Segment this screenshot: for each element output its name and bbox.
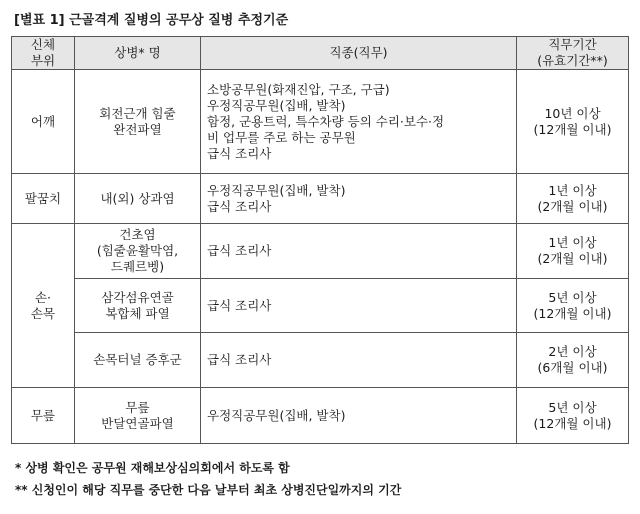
job-type-cell (201, 279, 517, 333)
duty-period-text: 2년 이상 (548, 344, 597, 359)
duty-period-text: (2개월 이내) (537, 198, 608, 214)
job-type-text: 소방공무원(화재진압, 구조, 구급) (207, 81, 390, 97)
body-region-cell (12, 70, 75, 174)
disease-text: 손목터널 증후군 (93, 352, 182, 367)
disease-text: 반달연골파열 (101, 415, 174, 431)
disease-text: 건초염 (119, 227, 156, 242)
header-duty-period-line: (유효기간**) (537, 53, 608, 68)
criteria-table (11, 36, 629, 444)
disease-text: 회전근개 힘줄 (99, 105, 176, 121)
job-type-text: 급식 조리사 (207, 297, 272, 313)
disease-text: 드퀘르벵) (110, 259, 165, 274)
disease-text: 복합체 파열 (105, 305, 170, 321)
table-row (12, 279, 629, 333)
body-region-text: 무릎 (30, 407, 56, 423)
duty-period-text: (12개월 이내) (533, 415, 612, 431)
duty-period-text: (12개월 이내) (533, 121, 612, 137)
header-body-region-line: 신체 (30, 37, 56, 52)
duty-period-text: (12개월 이내) (533, 305, 612, 321)
body-region-text: 손· (34, 289, 52, 305)
body-region-text: 손목 (30, 305, 56, 321)
job-type-text: 급식 조리사 (207, 243, 272, 258)
duty-period-cell (517, 174, 629, 224)
duty-period-text: 1년 이상 (548, 235, 597, 250)
header-job-type: 직종(직무) (201, 37, 517, 70)
job-type-cell (201, 333, 517, 388)
duty-period-cell (517, 333, 629, 388)
body-region-cell (12, 224, 75, 388)
header-body-region (12, 37, 75, 70)
footnote-disease-confirmation: * 상병 확인은 공무원 재해보상심의회에서 하도록 함 (15, 461, 290, 475)
job-type-text: 우정직공무원(집배, 발착) (207, 407, 346, 423)
disease-text: 삼각섬유연골 (101, 289, 174, 305)
disease-cell (75, 279, 201, 333)
table-row (12, 388, 629, 444)
table-row (12, 333, 629, 388)
table-row (12, 224, 629, 279)
body-region-cell (12, 174, 75, 224)
table-header-row (12, 37, 629, 70)
disease-text: 완전파열 (113, 121, 162, 137)
duty-period-text: 5년 이상 (548, 399, 597, 415)
job-type-cell (201, 388, 517, 444)
duty-period-cell (517, 224, 629, 279)
table-row (12, 174, 629, 224)
disease-cell (75, 70, 201, 174)
duty-period-cell (517, 70, 629, 174)
disease-cell (75, 388, 201, 444)
job-type-text: 우정직공무원(집배, 발착) (207, 182, 346, 198)
disease-cell (75, 174, 201, 224)
duty-period-cell (517, 388, 629, 444)
footnotes (15, 457, 401, 501)
header-disease-name: 상병* 명 (75, 37, 201, 70)
disease-cell (75, 224, 201, 279)
duty-period-text: 1년 이상 (548, 182, 597, 198)
job-type-text: 급식 조리사 (207, 352, 272, 367)
body-region-text: 팔꿈치 (24, 190, 62, 206)
job-type-text: 비 업무를 주로 하는 공무원 (207, 129, 356, 145)
body-region-text: 어깨 (30, 113, 56, 129)
disease-text: (힘줄윤활막염, (96, 243, 179, 258)
header-duty-period (517, 37, 629, 70)
header-duty-period-line: 직무기간 (548, 37, 597, 52)
disease-text: 내(외) 상과염 (100, 190, 175, 206)
job-type-cell (201, 224, 517, 279)
table-row (12, 70, 629, 174)
job-type-cell (201, 70, 517, 174)
body-region-cell (12, 388, 75, 444)
duty-period-text: 10년 이상 (544, 105, 601, 121)
footnote-validity-period: ** 신청인이 해당 직무를 중단한 다음 날부터 최초 상병진단일까지의 기간 (15, 483, 402, 497)
duty-period-cell (517, 279, 629, 333)
job-type-text: 급식 조리사 (207, 198, 272, 214)
duty-period-text: (2개월 이내) (537, 251, 608, 266)
document-title: [별표 1] 근골격계 질병의 공무상 질병 추정기준 (14, 13, 289, 28)
job-type-cell (201, 174, 517, 224)
job-type-text: 우정직공무원(집배, 발착) (207, 97, 346, 113)
disease-cell (75, 333, 201, 388)
duty-period-text: (6개월 이내) (537, 360, 608, 375)
header-body-region-line: 부위 (30, 53, 56, 68)
job-type-text: 함정, 군용트럭, 특수차량 등의 수리·보수·정 (207, 113, 445, 129)
disease-text: 무릎 (125, 399, 150, 415)
job-type-text: 급식 조리사 (207, 145, 272, 161)
duty-period-text: 5년 이상 (548, 289, 597, 305)
